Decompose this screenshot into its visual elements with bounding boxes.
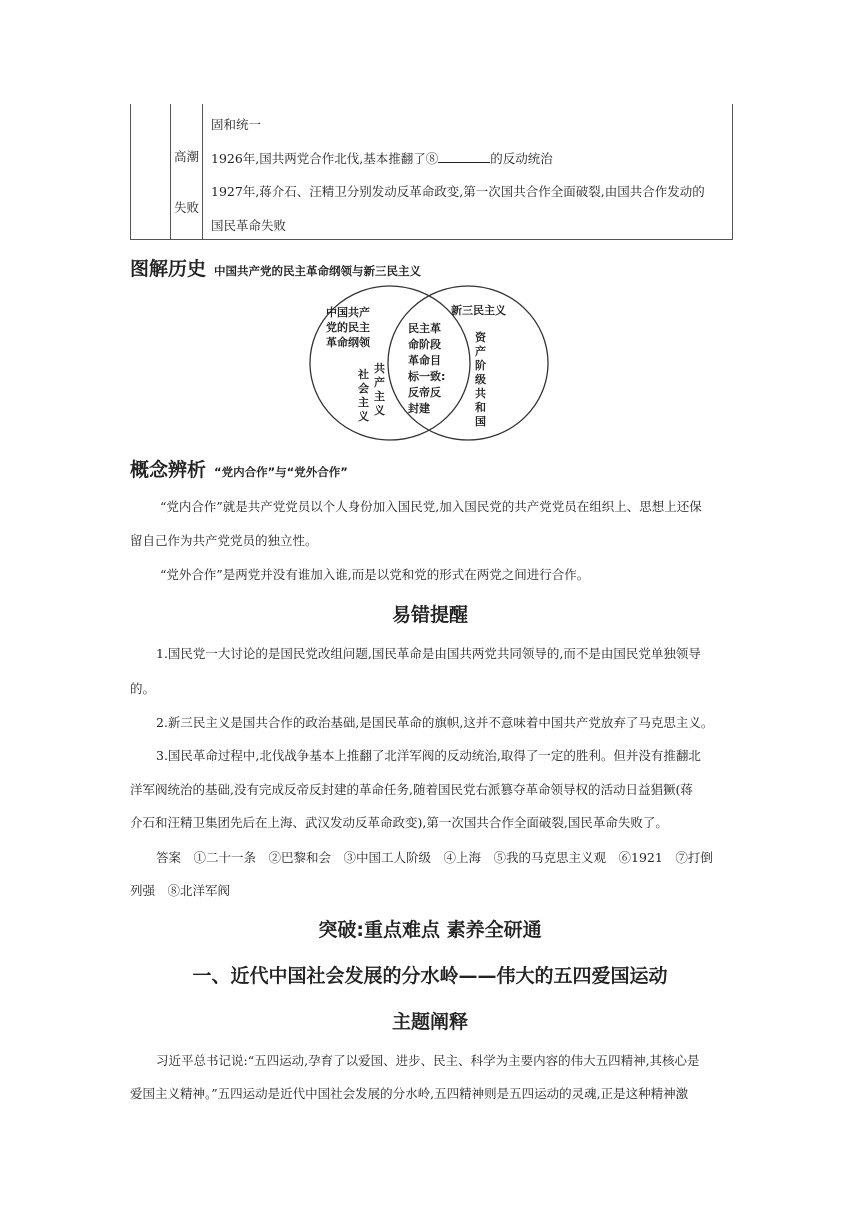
table-label-climax: 高潮 [174, 149, 200, 164]
fill-blank [438, 151, 490, 163]
table-line: 固和统一 [211, 117, 262, 132]
venn-overlap-label: 革命目 [408, 354, 441, 367]
venn-right-title: 新三民主义 [451, 304, 506, 317]
mistake-item: 洋军阀统治的基础,没有完成反帝反封建的革命任务,随着国民党右派篡夺革命领导权的活动日益猖獗(蒋 [130, 782, 693, 797]
section-title: 图解历史 [130, 258, 207, 280]
venn-left-socialism: 义 [358, 410, 369, 423]
table-line: 国民革命失败 [211, 218, 287, 233]
venn-left-communism: 义 [374, 404, 385, 417]
venn-left-socialism: 会 [358, 382, 369, 395]
mistake-item: 1.国民党一大讨论的是国民党改组问题,国民革命是由国共两党共同领导的,而不是由国民党单独领导 [156, 646, 701, 661]
paragraph: 习近平总书记说:“五四运动,孕育了以爱国、进步、民主、科学为主要内容的伟大五四精神,其核心是 [156, 1053, 700, 1068]
venn-left-communism: 产 [374, 376, 385, 389]
concept-section-heading [130, 455, 348, 482]
topic-title: 一、近代中国社会发展的分水岭——伟大的五四爱国运动 [192, 965, 668, 987]
section-subtitle: 中国共产党的民主革命纲领与新三民主义 [214, 264, 422, 278]
section-title: 概念辨析 [130, 459, 207, 481]
venn-right-republic: 国 [475, 415, 486, 428]
venn-right-republic: 共 [475, 387, 486, 400]
venn-left-communism: 主 [374, 390, 385, 403]
venn-right-republic: 级 [475, 373, 486, 386]
mistake-item: 介石和汪精卫集团先后在上海、武汉发动反革命政变),第一次国共合作全面破裂,国民革命失败了。 [130, 815, 668, 830]
paragraph: “党内合作”就是共产党党员以个人身份加入国民党,加入国民党的共产党党员在组织上、思想上还保 [160, 499, 702, 514]
mistakes-heading: 易错提醒 [391, 604, 468, 626]
section-subtitle: “党内合作”与“党外合作” [214, 465, 348, 479]
venn-left-socialism: 社 [358, 368, 369, 381]
venn-right-republic: 资 [475, 331, 486, 344]
paragraph: “党外合作”是两党并没有谁加入谁,而是以党和党的形式在两党之间进行合作。 [160, 567, 590, 582]
answer-line: 答案 ①二十一条 ②巴黎和会 ③中国工人阶级 ④上海 ⑤我的马克思主义观 ⑥1921 ⑦打倒 [156, 850, 713, 865]
breakthrough-title: 突破:重点难点 素养全研通 [318, 919, 542, 941]
answer-line: 列强 ⑧北洋军阀 [130, 883, 231, 898]
history-table [130, 104, 733, 240]
venn-left-socialism: 主 [358, 396, 369, 409]
venn-right-republic: 产 [475, 345, 486, 358]
table-line-text: 的反动统治 [490, 151, 553, 166]
venn-right-republic: 阶 [475, 359, 486, 372]
venn-diagram [300, 283, 560, 443]
theme-heading: 主题阐释 [391, 1011, 468, 1033]
venn-left-communism: 共 [374, 362, 385, 375]
venn-right-republic: 和 [475, 401, 486, 414]
paragraph: 留自己作为共产党党员的独立性。 [130, 533, 318, 548]
table-line [211, 149, 553, 167]
mistake-item: 3.国民革命过程中,北伐战争基本上推翻了北洋军阀的反动统治,取得了一定的胜利。但并没有推翻北 [156, 748, 701, 763]
table-line-text: 1926年,国共两党合作北伐,基本推翻了⑧ [211, 151, 439, 166]
venn-overlap-label: 标一致: [408, 370, 446, 383]
venn-overlap-label: 民主革 [408, 322, 441, 335]
mistake-item: 的。 [130, 681, 156, 696]
table-label-failure: 失败 [174, 200, 200, 215]
paragraph: 爱国主义精神。”五四运动是近代中国社会发展的分水岭,五四精神则是五四运动的灵魂,正是这种精神激 [130, 1086, 689, 1101]
venn-left-label: 革命纲领 [326, 336, 370, 349]
venn-overlap-label: 封建 [408, 402, 430, 415]
venn-left-label: 中国共产 [326, 306, 370, 319]
table-line: 1927年,蒋介石、汪精卫分别发动反革命政变,第一次国共合作全面破裂,由国共合作发动的 [211, 184, 705, 199]
venn-overlap-label: 命阶段 [408, 338, 441, 351]
mistake-item: 2.新三民主义是国共合作的政治基础,是国民革命的旗帜,这并不意味着中国共产党放弃了马克思主义。 [156, 715, 714, 730]
venn-overlap-label: 反帝反 [408, 386, 441, 399]
diagram-section-heading [130, 254, 421, 281]
venn-left-label: 党的民主 [326, 321, 370, 334]
table-column-content [203, 104, 732, 239]
table-column-label [171, 104, 203, 239]
table-column-empty [131, 104, 171, 239]
